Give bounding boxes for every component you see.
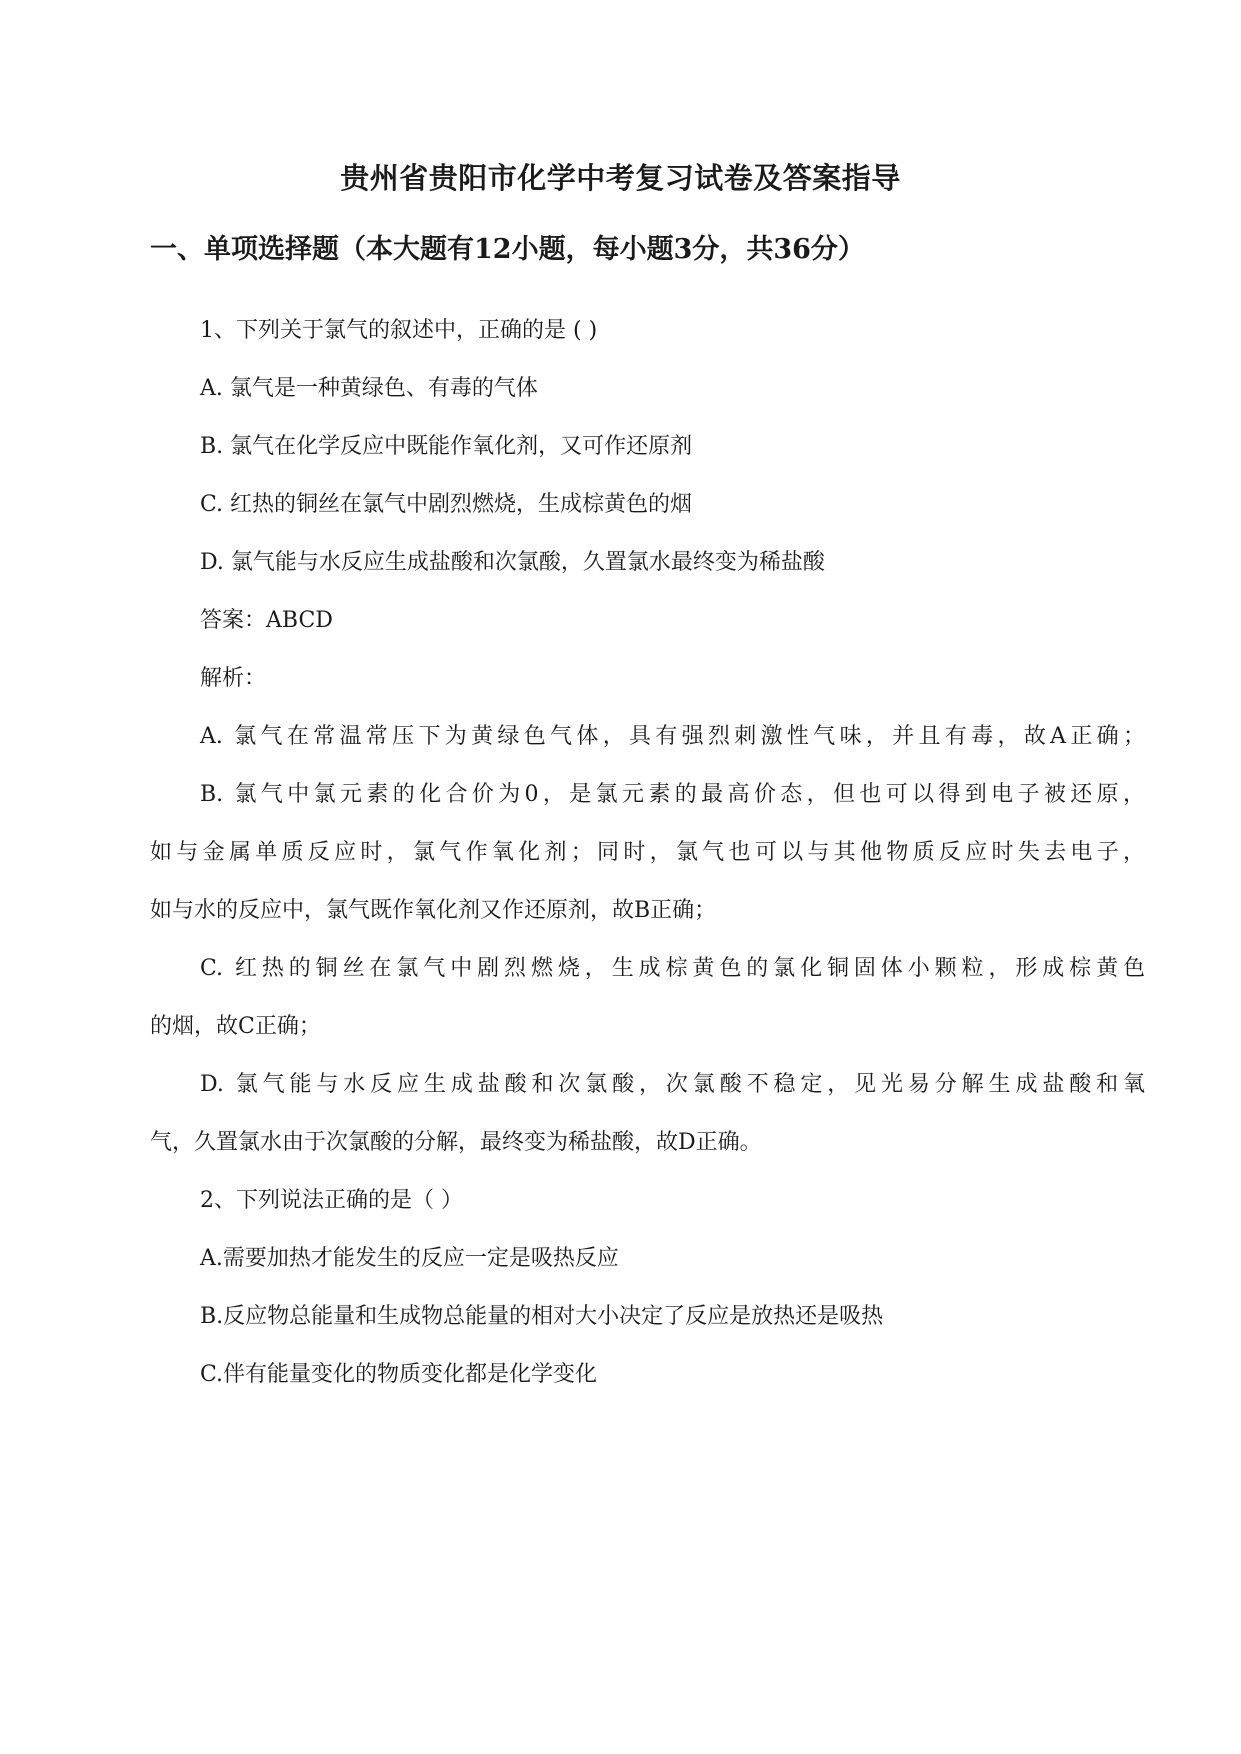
analysis-a-line-1: A. 氯气在常温常压下为黄绿色气体，具有强烈刺激性气味，并且有毒，故A正确；: [200, 724, 1145, 749]
section-heading: 一、单项选择题（本大题有12小题，每小题3分，共36分）: [150, 234, 865, 265]
question-1-option-b: B. 氯气在化学反应中既能作氧化剂，又可作还原剂: [200, 434, 693, 459]
question-1-option-c: C. 红热的铜丝在氯气中剧烈燃烧，生成棕黄色的烟: [200, 492, 693, 517]
question-1-answer: 答案：ABCD: [200, 608, 333, 633]
analysis-c-line-1: C. 红热的铜丝在氯气中剧烈燃烧，生成棕黄色的氯化铜固体小颗粒，形成棕黄色: [200, 956, 1145, 981]
question-1-analysis-label: 解析：: [200, 666, 267, 691]
question-1-stem: 1、下列关于氯气的叙述中，正确的是 ( ): [200, 318, 598, 343]
analysis-d-line-1: D. 氯气能与水反应生成盐酸和次氯酸，次氯酸不稳定，见光易分解生成盐酸和氧: [200, 1072, 1145, 1097]
analysis-d-line-2: 气，久置氯水由于次氯酸的分解，最终变为稀盐酸，故D正确。: [150, 1130, 762, 1155]
document-title: 贵州省贵阳市化学中考复习试卷及答案指导: [340, 161, 901, 195]
analysis-b-line-2: 如与金属单质反应时，氯气作氧化剂；同时，氯气也可以与其他物质反应时失去电子，: [150, 840, 1145, 865]
question-2-option-a: A.需要加热才能发生的反应一定是吸热反应: [200, 1246, 619, 1271]
question-1-option-a: A. 氯气是一种黄绿色、有毒的气体: [200, 376, 538, 401]
question-2-option-b: B.反应物总能量和生成物总能量的相对大小决定了反应是放热还是吸热: [200, 1304, 884, 1329]
analysis-b-line-1: B. 氯气中氯元素的化合价为0，是氯元素的最高价态，但也可以得到电子被还原，: [200, 782, 1145, 807]
question-1-option-d: D. 氯气能与水反应生成盐酸和次氯酸，久置氯水最终变为稀盐酸: [200, 550, 825, 575]
analysis-c-line-2: 的烟，故C正确；: [150, 1014, 321, 1039]
question-2-option-c: C.伴有能量变化的物质变化都是化学变化: [200, 1362, 598, 1387]
question-2-stem: 2、下列说法正确的是（ ）: [200, 1188, 463, 1213]
analysis-b-line-3: 如与水的反应中，氯气既作氧化剂又作还原剂，故B正确；: [150, 898, 717, 923]
